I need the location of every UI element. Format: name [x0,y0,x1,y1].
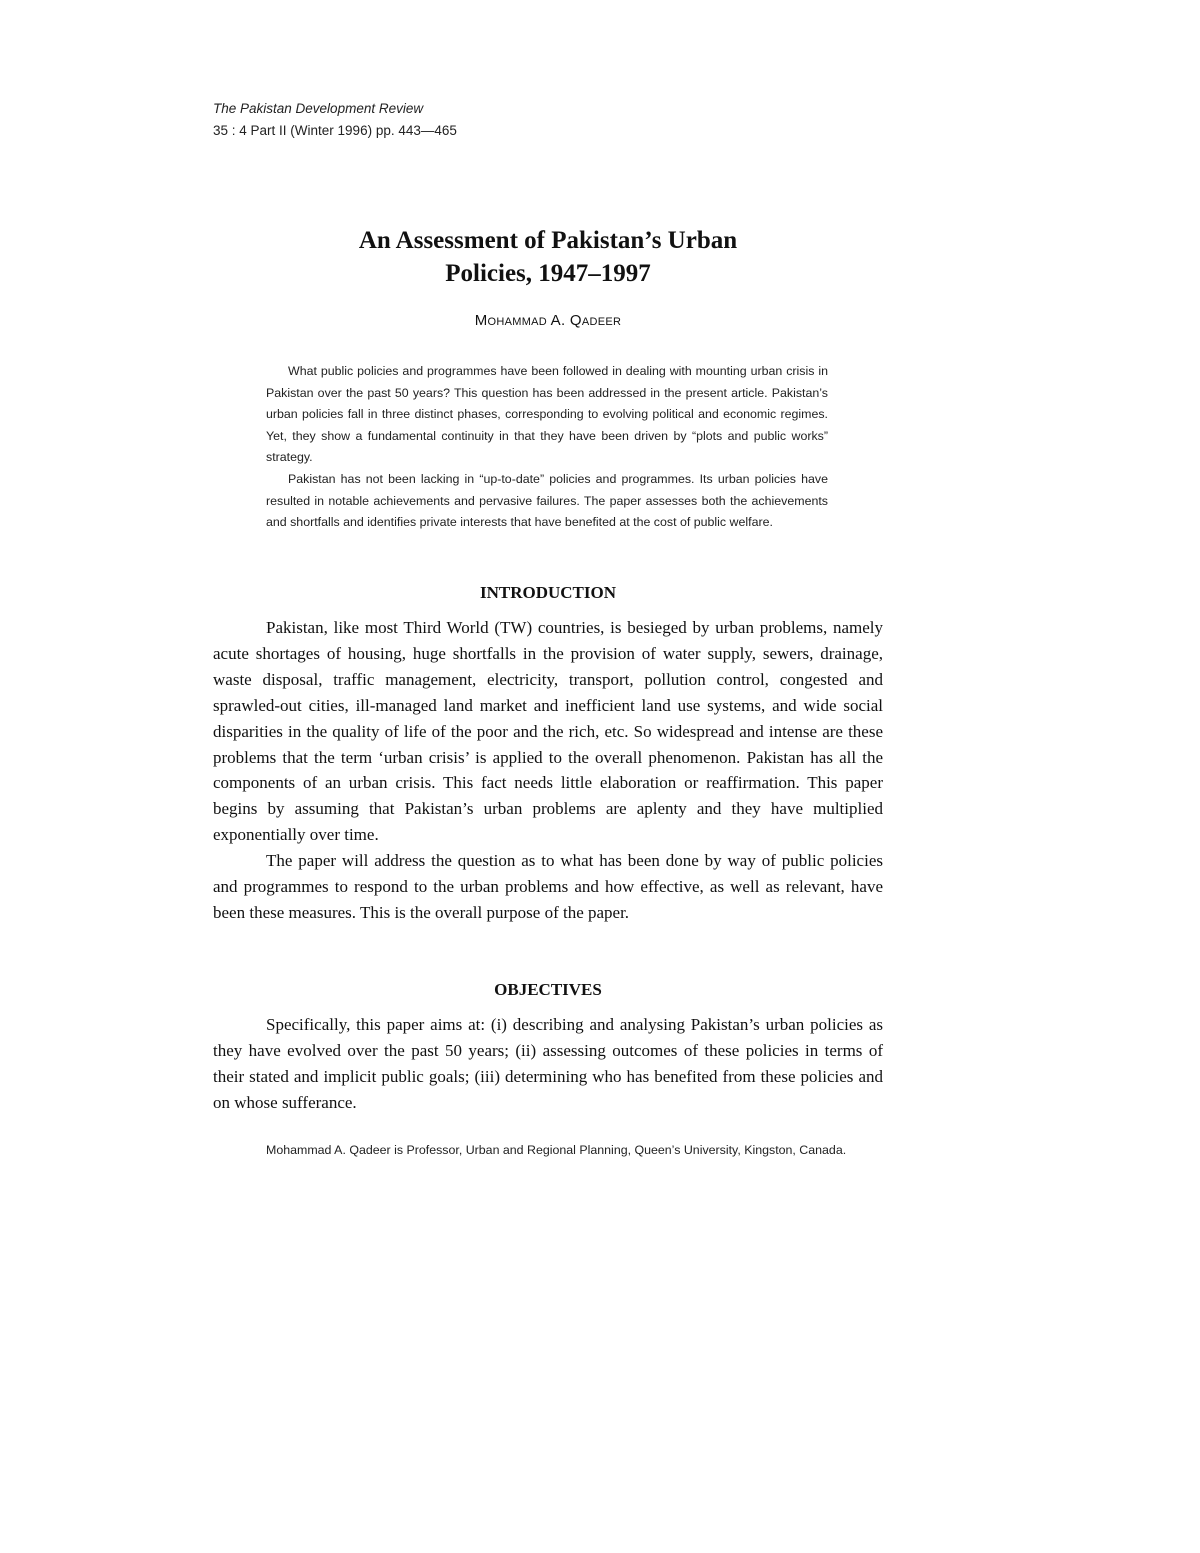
introduction-paragraph-2: The paper will address the question as to what has been done by way of public policies and programmes to respond to the urban problems and how effective, as well as relevant, have been these measures. This is the overall purpose of the paper. [213,851,883,922]
introduction-heading: INTRODUCTION [479,583,617,602]
paper-title [213,224,883,290]
paper-title-line-2: Policies, 1947–1997 [445,260,651,287]
introduction-body [213,615,883,926]
objectives-paragraph-1: Specifically, this paper aims at: (i) describing and analysing Pakistan’s urban policies as they have evolved over the past 50 years; (ii) assessing outcomes of these policies in terms of their stated and implicit public goals; (iii) determining who has benefited from these policies and on whose sufferance. [213,1015,883,1112]
abstract [266,361,828,534]
author-name: Mohammad A. Qadeer [474,312,622,329]
objectives-body [213,1012,883,1116]
journal-issue: 35 : 4 Part II (Winter 1996) pp. 443—465 [213,123,457,138]
paper-title-line-1: An Assessment of Pakistan’s Urban [358,227,738,254]
journal-name: The Pakistan Development Review [213,101,424,116]
author-footnote [213,1140,883,1161]
journal-header [213,98,457,142]
objectives-heading: OBJECTIVES [494,980,602,999]
abstract-paragraph-1: What public policies and programmes have been followed in dealing with mounting urban crisis in Pakistan over the past 50 years? This question has been addressed in the present article. Pakistan’s urban policies fall in three distinct phases, corresponding to evolving political and economic regimes. Yet, they show a fundamental continuity in that they have been driven by “plots and public works” strategy. [266,364,828,465]
introduction-paragraph-1: Pakistan, like most Third World (TW) countries, is besieged by urban problems, namely acute shortages of housing, huge shortfalls in the provision of water supply, sewers, drainage, waste disposal, traffic management, electricity, transport, pollution control, congested and sprawled-out cities, ill-managed land market and inefficient land use systems, and wide social disparities in the quality of life of the poor and the rich, etc. So widespread and intense are these problems that the term ‘urban crisis’ is applied to the overall phenomenon. Pakistan has all the components of an urban crisis. This fact needs little elaboration or reaffirmation. This paper begins by assuming that Pakistan’s urban problems are aplenty and they have multiplied exponentially over time. [213,618,883,845]
footnote-text: Mohammad A. Qadeer is Professor, Urban and Regional Planning, Queen’s University, Kingston, Canada. [266,1143,847,1157]
abstract-paragraph-2: Pakistan has not been lacking in “up-to-date” policies and programmes. Its urban policies have resulted in notable achievements and pervasive failures. The paper assesses both the achievements and shortfalls and identifies private interests that have benefited at the cost of public welfare. [266,471,828,530]
